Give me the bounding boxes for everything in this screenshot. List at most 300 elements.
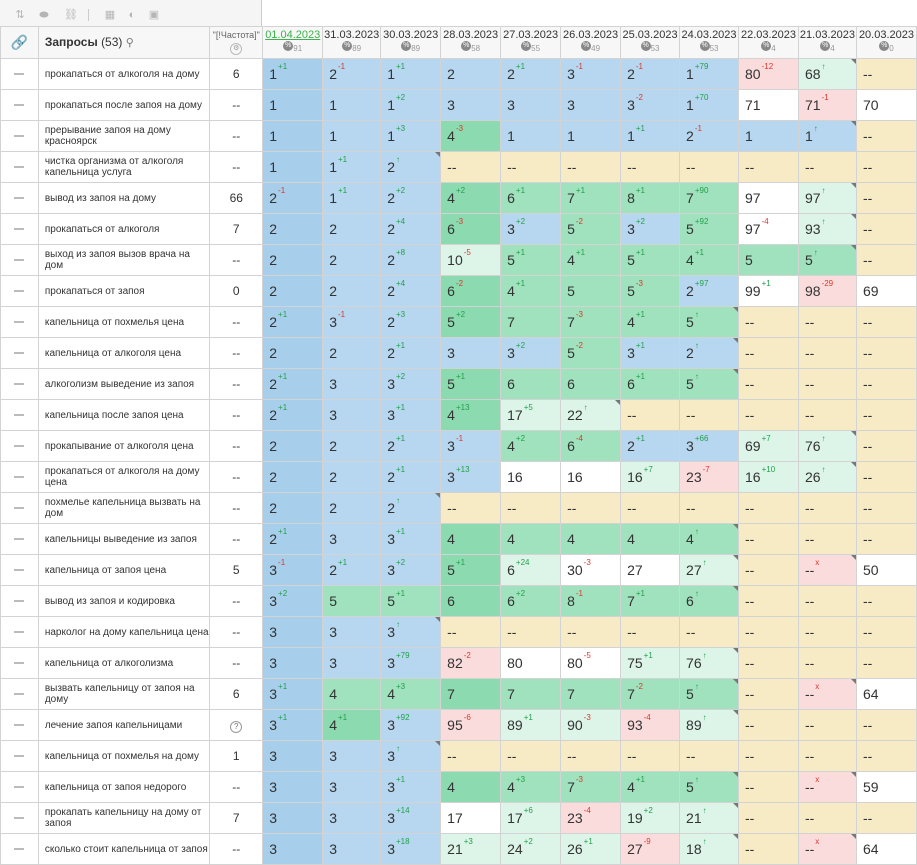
position-cell[interactable]	[381, 152, 441, 183]
position-cell[interactable]	[441, 741, 501, 772]
row-link-cell[interactable]	[1, 679, 39, 710]
date-column-header[interactable]	[621, 27, 680, 59]
position-cell[interactable]	[739, 369, 799, 400]
position-cell[interactable]	[798, 338, 856, 369]
position-cell[interactable]	[680, 679, 739, 710]
position-cell[interactable]	[263, 121, 323, 152]
position-cell[interactable]	[501, 369, 561, 400]
position-cell[interactable]	[323, 834, 381, 865]
position-cell[interactable]	[680, 338, 739, 369]
position-cell[interactable]	[798, 679, 856, 710]
position-cell[interactable]	[501, 183, 561, 214]
position-cell[interactable]	[798, 648, 856, 679]
position-cell[interactable]	[856, 121, 916, 152]
position-cell[interactable]	[739, 648, 799, 679]
position-cell[interactable]	[501, 338, 561, 369]
position-cell[interactable]	[680, 307, 739, 338]
position-cell[interactable]	[381, 431, 441, 462]
position-cell[interactable]	[323, 59, 381, 90]
position-cell[interactable]	[323, 679, 381, 710]
row-link-cell[interactable]	[1, 90, 39, 121]
position-cell[interactable]	[263, 834, 323, 865]
position-cell[interactable]	[856, 431, 916, 462]
position-cell[interactable]	[381, 245, 441, 276]
position-cell[interactable]	[441, 555, 501, 586]
position-cell[interactable]	[561, 462, 621, 493]
row-link-cell[interactable]	[1, 59, 39, 90]
row-link-cell[interactable]	[1, 338, 39, 369]
date-column-header[interactable]	[263, 27, 323, 59]
position-cell[interactable]	[263, 555, 323, 586]
position-cell[interactable]	[798, 59, 856, 90]
position-cell[interactable]	[798, 431, 856, 462]
position-cell[interactable]	[263, 276, 323, 307]
position-cell[interactable]	[381, 617, 441, 648]
frequency-settings-icon[interactable]: ⚙	[230, 43, 242, 55]
query-cell[interactable]: капельница после запоя цена	[38, 400, 209, 431]
position-cell[interactable]	[561, 214, 621, 245]
position-cell[interactable]	[680, 121, 739, 152]
position-cell[interactable]	[739, 400, 799, 431]
position-cell[interactable]	[856, 400, 916, 431]
position-cell[interactable]	[739, 772, 799, 803]
position-cell[interactable]	[263, 307, 323, 338]
position-cell[interactable]	[739, 276, 799, 307]
row-link-cell[interactable]	[1, 276, 39, 307]
query-cell[interactable]: прокапаться от алкоголя	[38, 214, 209, 245]
link-column-header[interactable]	[1, 27, 39, 59]
position-cell[interactable]	[680, 59, 739, 90]
query-cell[interactable]: капельница от похмелья цена	[38, 307, 209, 338]
position-cell[interactable]	[739, 679, 799, 710]
position-cell[interactable]	[621, 121, 680, 152]
position-cell[interactable]	[381, 183, 441, 214]
position-cell[interactable]	[501, 679, 561, 710]
position-cell[interactable]	[856, 183, 916, 214]
query-cell[interactable]: капельница от алкоголя цена	[38, 338, 209, 369]
position-cell[interactable]	[798, 462, 856, 493]
position-cell[interactable]	[323, 90, 381, 121]
position-cell[interactable]	[739, 555, 799, 586]
position-cell[interactable]	[441, 493, 501, 524]
position-cell[interactable]	[621, 524, 680, 555]
position-cell[interactable]	[323, 648, 381, 679]
position-cell[interactable]	[501, 648, 561, 679]
query-cell[interactable]: вывод из запоя и кодировка	[38, 586, 209, 617]
position-cell[interactable]	[501, 307, 561, 338]
position-cell[interactable]	[441, 772, 501, 803]
position-cell[interactable]	[739, 431, 799, 462]
position-cell[interactable]	[561, 59, 621, 90]
position-cell[interactable]	[501, 617, 561, 648]
position-cell[interactable]	[856, 586, 916, 617]
position-cell[interactable]	[739, 586, 799, 617]
position-cell[interactable]	[798, 617, 856, 648]
position-cell[interactable]	[323, 214, 381, 245]
position-cell[interactable]	[739, 803, 799, 834]
position-cell[interactable]	[798, 741, 856, 772]
position-cell[interactable]	[501, 555, 561, 586]
position-cell[interactable]	[561, 369, 621, 400]
position-cell[interactable]	[501, 245, 561, 276]
position-cell[interactable]	[561, 555, 621, 586]
position-cell[interactable]	[263, 90, 323, 121]
position-cell[interactable]	[263, 524, 323, 555]
position-cell[interactable]	[621, 214, 680, 245]
position-cell[interactable]	[501, 493, 561, 524]
position-cell[interactable]	[441, 90, 501, 121]
position-cell[interactable]	[680, 586, 739, 617]
position-cell[interactable]	[798, 276, 856, 307]
position-cell[interactable]	[561, 648, 621, 679]
row-link-cell[interactable]	[1, 834, 39, 865]
position-cell[interactable]	[323, 338, 381, 369]
position-cell[interactable]	[323, 276, 381, 307]
position-cell[interactable]	[621, 710, 680, 741]
position-cell[interactable]	[561, 617, 621, 648]
position-cell[interactable]	[263, 679, 323, 710]
position-cell[interactable]	[680, 214, 739, 245]
position-cell[interactable]	[798, 803, 856, 834]
position-cell[interactable]	[856, 555, 916, 586]
position-cell[interactable]	[621, 772, 680, 803]
position-cell[interactable]	[561, 431, 621, 462]
position-cell[interactable]	[739, 710, 799, 741]
position-cell[interactable]	[856, 369, 916, 400]
position-cell[interactable]	[680, 245, 739, 276]
position-cell[interactable]	[680, 772, 739, 803]
position-cell[interactable]	[856, 648, 916, 679]
position-cell[interactable]	[323, 586, 381, 617]
position-cell[interactable]	[501, 803, 561, 834]
position-cell[interactable]	[798, 524, 856, 555]
query-cell[interactable]: капельница от алкоголизма	[38, 648, 209, 679]
toggle-icon[interactable]: ⬬	[39, 9, 49, 21]
position-cell[interactable]	[263, 183, 323, 214]
position-cell[interactable]	[561, 741, 621, 772]
position-cell[interactable]	[441, 803, 501, 834]
position-cell[interactable]	[263, 214, 323, 245]
position-cell[interactable]	[501, 710, 561, 741]
position-cell[interactable]	[798, 710, 856, 741]
position-cell[interactable]	[381, 710, 441, 741]
position-cell[interactable]	[739, 183, 799, 214]
position-cell[interactable]	[501, 276, 561, 307]
row-link-cell[interactable]	[1, 245, 39, 276]
question-icon[interactable]: ?	[230, 721, 242, 733]
position-cell[interactable]	[381, 648, 441, 679]
position-cell[interactable]	[263, 493, 323, 524]
position-cell[interactable]	[501, 214, 561, 245]
date-column-header[interactable]	[739, 27, 799, 59]
position-cell[interactable]	[561, 834, 621, 865]
position-cell[interactable]	[739, 338, 799, 369]
position-cell[interactable]	[381, 462, 441, 493]
position-cell[interactable]	[381, 59, 441, 90]
position-cell[interactable]	[798, 369, 856, 400]
position-cell[interactable]	[323, 431, 381, 462]
position-cell[interactable]	[441, 679, 501, 710]
position-cell[interactable]	[561, 400, 621, 431]
position-cell[interactable]	[680, 834, 739, 865]
position-cell[interactable]	[621, 90, 680, 121]
position-cell[interactable]	[441, 338, 501, 369]
position-cell[interactable]	[323, 369, 381, 400]
position-cell[interactable]	[501, 586, 561, 617]
date-column-header[interactable]	[561, 27, 621, 59]
position-cell[interactable]	[621, 276, 680, 307]
position-cell[interactable]	[856, 462, 916, 493]
query-cell[interactable]: лечение запоя капельницами	[38, 710, 209, 741]
position-cell[interactable]	[323, 152, 381, 183]
row-link-cell[interactable]	[1, 214, 39, 245]
position-cell[interactable]	[680, 276, 739, 307]
position-cell[interactable]	[680, 555, 739, 586]
position-cell[interactable]	[621, 245, 680, 276]
position-cell[interactable]	[621, 834, 680, 865]
position-cell[interactable]	[441, 245, 501, 276]
position-cell[interactable]	[621, 307, 680, 338]
position-cell[interactable]	[381, 679, 441, 710]
position-cell[interactable]	[798, 183, 856, 214]
position-cell[interactable]	[621, 152, 680, 183]
position-cell[interactable]	[561, 493, 621, 524]
position-cell[interactable]	[323, 741, 381, 772]
position-cell[interactable]	[856, 307, 916, 338]
date-column-header[interactable]	[798, 27, 856, 59]
position-cell[interactable]	[621, 555, 680, 586]
position-cell[interactable]	[381, 586, 441, 617]
position-cell[interactable]	[561, 710, 621, 741]
query-cell[interactable]: прокапаться от алкоголя на дому	[38, 59, 209, 90]
position-cell[interactable]	[381, 90, 441, 121]
position-cell[interactable]	[856, 679, 916, 710]
position-cell[interactable]	[798, 493, 856, 524]
position-cell[interactable]	[381, 276, 441, 307]
position-cell[interactable]	[621, 648, 680, 679]
position-cell[interactable]	[501, 741, 561, 772]
position-cell[interactable]	[323, 617, 381, 648]
position-cell[interactable]	[621, 803, 680, 834]
query-cell[interactable]: вывод из запоя на дому	[38, 183, 209, 214]
position-cell[interactable]	[263, 617, 323, 648]
position-cell[interactable]	[621, 617, 680, 648]
position-cell[interactable]	[739, 121, 799, 152]
row-link-cell[interactable]	[1, 710, 39, 741]
position-cell[interactable]	[680, 524, 739, 555]
query-cell[interactable]: капельница от похмелья на дому	[38, 741, 209, 772]
row-link-cell[interactable]	[1, 307, 39, 338]
row-link-cell[interactable]	[1, 586, 39, 617]
position-cell[interactable]	[561, 679, 621, 710]
search-icon[interactable]: ⚲	[125, 37, 134, 49]
row-link-cell[interactable]	[1, 493, 39, 524]
position-cell[interactable]	[680, 152, 739, 183]
position-cell[interactable]	[621, 338, 680, 369]
row-link-cell[interactable]	[1, 524, 39, 555]
position-cell[interactable]	[739, 214, 799, 245]
position-cell[interactable]	[856, 90, 916, 121]
position-cell[interactable]	[561, 121, 621, 152]
row-link-cell[interactable]	[1, 431, 39, 462]
position-cell[interactable]	[263, 803, 323, 834]
position-cell[interactable]	[263, 152, 323, 183]
position-cell[interactable]	[856, 617, 916, 648]
position-cell[interactable]	[323, 493, 381, 524]
position-cell[interactable]	[739, 524, 799, 555]
query-cell[interactable]: прокапать капельницу на дому от запоя	[38, 803, 209, 834]
position-cell[interactable]	[263, 741, 323, 772]
position-cell[interactable]	[441, 307, 501, 338]
contrast-icon[interactable]: ◐	[128, 9, 136, 21]
link-icon[interactable]: ⛓	[64, 9, 78, 21]
position-cell[interactable]	[798, 586, 856, 617]
row-link-cell[interactable]	[1, 555, 39, 586]
position-cell[interactable]	[561, 152, 621, 183]
position-cell[interactable]	[441, 369, 501, 400]
position-cell[interactable]	[680, 431, 739, 462]
folder-icon[interactable]: ▣	[148, 9, 160, 21]
position-cell[interactable]	[856, 214, 916, 245]
row-link-cell[interactable]	[1, 462, 39, 493]
position-cell[interactable]	[441, 431, 501, 462]
position-cell[interactable]	[381, 555, 441, 586]
position-cell[interactable]	[263, 462, 323, 493]
position-cell[interactable]	[501, 834, 561, 865]
position-cell[interactable]	[856, 803, 916, 834]
position-cell[interactable]	[501, 772, 561, 803]
position-cell[interactable]	[263, 772, 323, 803]
position-cell[interactable]	[323, 307, 381, 338]
position-cell[interactable]	[856, 493, 916, 524]
position-cell[interactable]	[263, 338, 323, 369]
row-link-cell[interactable]	[1, 183, 39, 214]
position-cell[interactable]	[323, 710, 381, 741]
position-cell[interactable]	[856, 772, 916, 803]
position-cell[interactable]	[856, 741, 916, 772]
position-cell[interactable]	[441, 462, 501, 493]
date-column-header[interactable]	[441, 27, 501, 59]
position-cell[interactable]	[856, 245, 916, 276]
query-cell[interactable]: прокапаться после запоя на дому	[38, 90, 209, 121]
row-link-cell[interactable]	[1, 803, 39, 834]
position-cell[interactable]	[263, 245, 323, 276]
position-cell[interactable]	[798, 772, 856, 803]
query-cell[interactable]: капельница от запоя цена	[38, 555, 209, 586]
date-column-header[interactable]	[501, 27, 561, 59]
position-cell[interactable]	[798, 90, 856, 121]
position-cell[interactable]	[441, 400, 501, 431]
query-cell[interactable]: прокапывание от алкоголя цена	[38, 431, 209, 462]
query-cell[interactable]: капельницы выведение из запоя	[38, 524, 209, 555]
position-cell[interactable]	[381, 493, 441, 524]
position-cell[interactable]	[441, 710, 501, 741]
position-cell[interactable]	[621, 59, 680, 90]
row-link-cell[interactable]	[1, 772, 39, 803]
position-cell[interactable]	[381, 400, 441, 431]
position-cell[interactable]	[739, 245, 799, 276]
position-cell[interactable]	[441, 183, 501, 214]
position-cell[interactable]	[501, 59, 561, 90]
position-cell[interactable]	[621, 586, 680, 617]
position-cell[interactable]	[561, 90, 621, 121]
position-cell[interactable]	[501, 152, 561, 183]
position-cell[interactable]	[561, 338, 621, 369]
position-cell[interactable]	[680, 617, 739, 648]
position-cell[interactable]	[561, 772, 621, 803]
position-cell[interactable]	[441, 617, 501, 648]
position-cell[interactable]	[323, 400, 381, 431]
position-cell[interactable]	[263, 710, 323, 741]
position-cell[interactable]	[739, 834, 799, 865]
position-cell[interactable]	[381, 214, 441, 245]
position-cell[interactable]	[856, 338, 916, 369]
row-link-cell[interactable]	[1, 400, 39, 431]
date-column-header[interactable]	[680, 27, 739, 59]
grid-icon[interactable]: ▦	[104, 9, 116, 21]
queries-header[interactable]	[38, 27, 209, 59]
position-cell[interactable]	[441, 121, 501, 152]
position-cell[interactable]	[381, 524, 441, 555]
row-link-cell[interactable]	[1, 369, 39, 400]
query-cell[interactable]: прокапаться от алкоголя на дому цена	[38, 462, 209, 493]
query-cell[interactable]: вызвать капельницу от запоя на дому	[38, 679, 209, 710]
position-cell[interactable]	[621, 462, 680, 493]
position-cell[interactable]	[798, 555, 856, 586]
position-cell[interactable]	[441, 59, 501, 90]
position-cell[interactable]	[323, 121, 381, 152]
position-cell[interactable]	[856, 59, 916, 90]
position-cell[interactable]	[798, 307, 856, 338]
position-cell[interactable]	[441, 648, 501, 679]
position-cell[interactable]	[739, 493, 799, 524]
position-cell[interactable]	[680, 648, 739, 679]
date-column-header[interactable]	[381, 27, 441, 59]
position-cell[interactable]	[501, 524, 561, 555]
position-cell[interactable]	[680, 183, 739, 214]
position-cell[interactable]	[680, 462, 739, 493]
position-cell[interactable]	[621, 741, 680, 772]
row-link-cell[interactable]	[1, 648, 39, 679]
position-cell[interactable]	[798, 400, 856, 431]
position-cell[interactable]	[739, 59, 799, 90]
position-cell[interactable]	[856, 276, 916, 307]
position-cell[interactable]	[561, 586, 621, 617]
query-cell[interactable]: чистка организма от алкоголя капельница услуга	[38, 152, 209, 183]
position-cell[interactable]	[501, 400, 561, 431]
position-cell[interactable]	[381, 772, 441, 803]
position-cell[interactable]	[621, 679, 680, 710]
position-cell[interactable]	[441, 152, 501, 183]
date-column-header[interactable]	[323, 27, 381, 59]
position-cell[interactable]	[856, 152, 916, 183]
position-cell[interactable]	[263, 400, 323, 431]
position-cell[interactable]	[621, 493, 680, 524]
position-cell[interactable]	[739, 741, 799, 772]
row-link-cell[interactable]	[1, 152, 39, 183]
position-cell[interactable]	[263, 59, 323, 90]
position-cell[interactable]	[323, 524, 381, 555]
position-cell[interactable]	[323, 245, 381, 276]
position-cell[interactable]	[381, 834, 441, 865]
position-cell[interactable]	[739, 462, 799, 493]
frequency-header[interactable]	[210, 27, 263, 59]
position-cell[interactable]	[856, 834, 916, 865]
position-cell[interactable]	[381, 121, 441, 152]
position-cell[interactable]	[381, 741, 441, 772]
position-cell[interactable]	[621, 431, 680, 462]
query-cell[interactable]: выход из запоя вызов врача на дом	[38, 245, 209, 276]
